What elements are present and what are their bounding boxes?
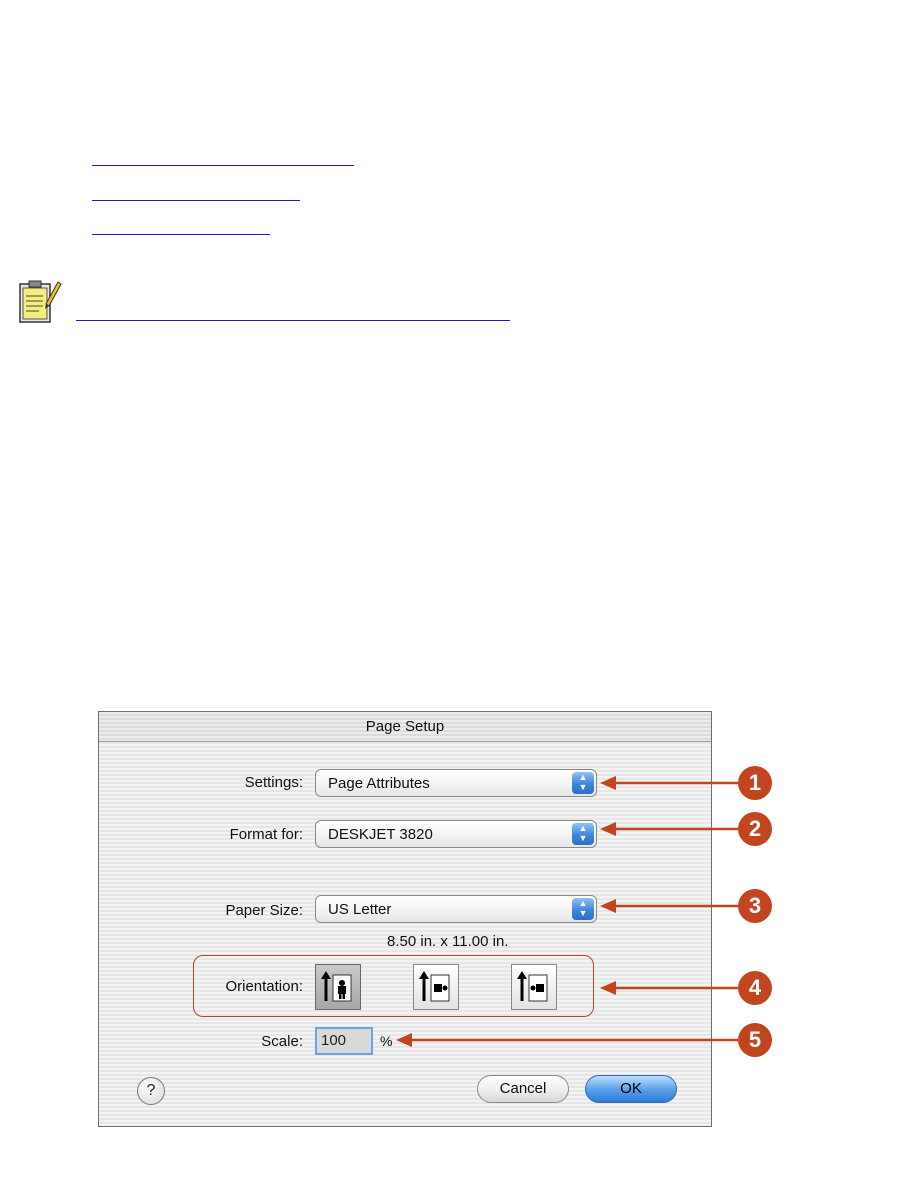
- popup-arrows-icon: ▲ ▼: [572, 772, 594, 794]
- paper-dimensions: 8.50 in. x 11.00 in.: [387, 933, 509, 950]
- popup-arrows-icon: ▲ ▼: [572, 898, 594, 920]
- callout-4: 4: [738, 971, 772, 1005]
- settings-label: Settings:: [244, 774, 303, 791]
- scale-label: Scale:: [261, 1033, 303, 1050]
- scale-input[interactable]: 100: [315, 1027, 373, 1055]
- callout-1: 1: [738, 766, 772, 800]
- dialog-title: Page Setup: [99, 712, 711, 742]
- ok-button[interactable]: OK: [585, 1075, 677, 1103]
- callout-5: 5: [738, 1023, 772, 1057]
- format-for-value: DESKJET 3820: [328, 826, 433, 843]
- settings-value: Page Attributes: [328, 775, 430, 792]
- callout-3: 3: [738, 889, 772, 923]
- paper-size-value: US Letter: [328, 901, 392, 918]
- scale-unit: %: [380, 1033, 393, 1049]
- popup-arrows-icon: ▲ ▼: [572, 823, 594, 845]
- paper-size-label: Paper Size:: [225, 902, 303, 919]
- orientation-label: Orientation:: [225, 978, 303, 995]
- callout-2: 2: [738, 812, 772, 846]
- format-for-label: Format for:: [229, 826, 303, 843]
- cancel-button[interactable]: Cancel: [477, 1075, 569, 1103]
- help-button[interactable]: ?: [137, 1077, 165, 1105]
